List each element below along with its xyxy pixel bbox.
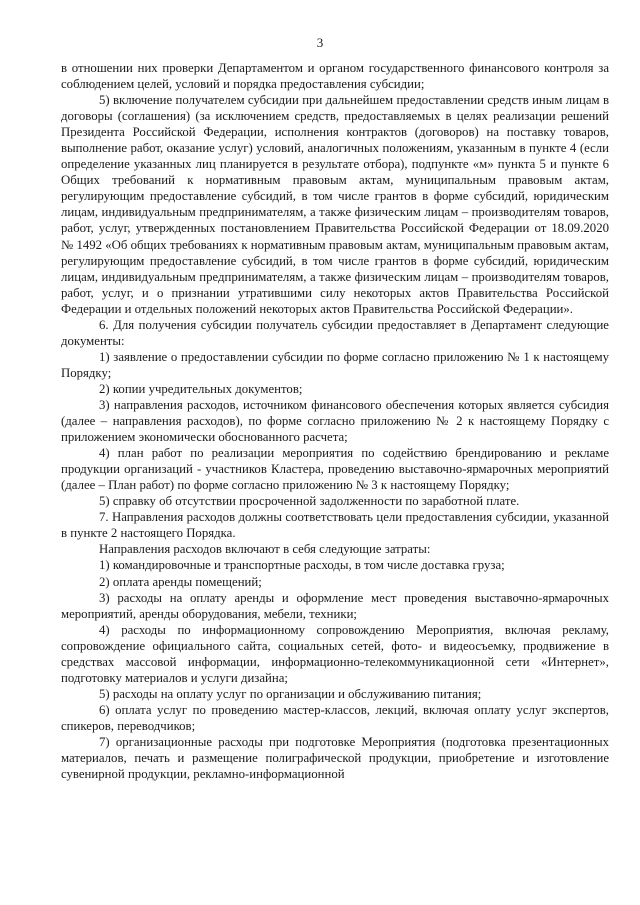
paragraph: 1) командировочные и транспортные расходы, в том числе доставка груза;	[99, 558, 505, 573]
paragraph: Направления расходов включают в себя следующие затраты:	[99, 542, 431, 557]
paragraph: 3) направления расходов, источником финансового обеспечения которых является субсидия (далее – направления расходов), по форме согласно приложению № 2 к настоящему Порядку с приложением экономически обоснованного расчета;	[61, 397, 609, 445]
paragraph: 2) копии учредительных документов;	[99, 381, 303, 396]
paragraph: в отношении них проверки Департаментом и органом государственного финансового контроля за соблюдением целей, условий и порядка предоставления субсидии;	[61, 61, 609, 92]
paragraph: 6) оплата услуг по проведению мастер-классов, лекций, включая оплату услуг экспертов, спикеров, переводчиков;	[61, 702, 609, 733]
paragraph: 5) справку об отсутствии просроченной задолженности по заработной плате.	[99, 494, 520, 509]
paragraph: 2) оплата аренды помещений;	[99, 574, 262, 589]
paragraph: 7. Направления расходов должны соответствовать цели предоставления субсидии, указанной в пункте 2 настоящего Порядка.	[61, 510, 609, 541]
paragraph: 4) план работ по реализации мероприятия по содействию брендированию и рекламе продукции организаций - участников Кластера, проведению выставочно-ярмарочных мероприятий (далее – План работ) по форме согласно приложению № 3 к настоящему Порядку;	[61, 446, 609, 493]
paragraph: 5) включение получателем субсидии при дальнейшем предоставлении средств иным лицам в договоры (соглашения) (за исключением средств, предоставляемых в целях реализации решений Президента Российской Федерации, исполнения контрактов (договоров) на поставку товаров, выполнение работ, оказание услуг) условий, аналогичных положениям, указанным в пункте 4 (если определение указанных лиц планируется в результате отбора), подпункте «м» пункта 5 и пункте 6 Общих требований к нормативным правовым актам, муниципальным правовым актам, регулирующим предоставление субсидий, в том числе грантов в форме субсидий, юридическим лицам, индивидуальным предпринимателям, а также физическим лицам – производителям товаров, работ, услуг, утвержденных постановлением Правительства Российской Федерации от 18.09.2020 № 1492 «Об общих требованиях к нормативным правовым актам, муниципальным правовым актам, регулирующим предоставление субсидий, в том числе грантов в форме субсидий, юридическим лицам, индивидуальным предпринимателям, а также физическим лицам – производителям товаров, работ, услуг, и о признании утратившими силу некоторых актов Правительства Российской Федерации и отдельных положений некоторых актов Правительства Российской Федерации».	[61, 93, 609, 316]
paragraph: 5) расходы на оплату услуг по организации и обслуживанию питания;	[99, 686, 482, 701]
paragraph: 1) заявление о предоставлении субсидии по форме согласно приложению № 1 к настоящему Порядку;	[61, 349, 609, 380]
paragraph: 7) организационные расходы при подготовке Мероприятия (подготовка презентационных материалов, печать и размещение полиграфической продукции, приобретение и изготовление сувенирной продукции, рекламно-информационной	[61, 734, 609, 782]
document-body	[61, 60, 609, 782]
paragraph: 3) расходы на оплату аренды и оформление мест проведения выставочно-ярмарочных мероприятий, аренды оборудования, мебели, техники;	[61, 590, 609, 621]
paragraph: 4) расходы по информационному сопровождению Мероприятия, включая рекламу, сопровождение официального сайта, социальных сетей, фото- и видеосъемку, продвижение в средствах массовой информации, информационно-телекоммуникационной сети «Интернет», подготовку материалов и услуги дизайна;	[61, 622, 609, 685]
page-number: 3	[316, 35, 324, 50]
paragraph: 6. Для получения субсидии получатель субсидии предоставляет в Департамент следующие документы:	[61, 317, 609, 348]
